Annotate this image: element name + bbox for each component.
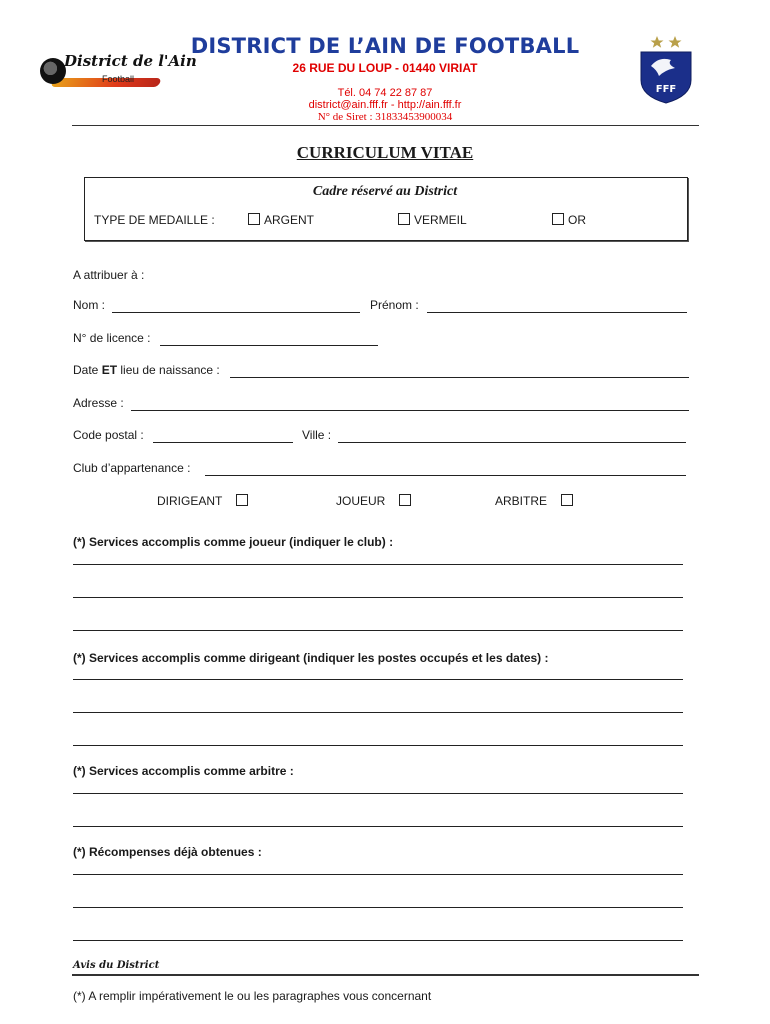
licence-field-line[interactable] (160, 345, 378, 346)
checkbox[interactable] (236, 494, 248, 506)
code-postal-field-line[interactable] (153, 442, 293, 443)
medal-option-argent[interactable]: ARGENT (248, 213, 314, 227)
football-icon (40, 58, 66, 84)
role-joueur[interactable]: JOUEUR (336, 494, 415, 508)
code-postal-label: Code postal : (73, 428, 144, 442)
answer-line[interactable] (73, 712, 683, 713)
role-dirigeant[interactable]: DIRIGEANT (157, 494, 252, 508)
club-field-line[interactable] (205, 475, 686, 476)
checkbox[interactable] (248, 213, 260, 225)
fff-logo-text: FFF (655, 84, 677, 95)
avis-divider (72, 974, 699, 976)
logo-text: District de l'Ain (64, 52, 197, 70)
licence-label: N° de licence : (73, 331, 151, 345)
logo-subtext: Football (102, 74, 135, 84)
role-arbitre[interactable]: ARBITRE (495, 494, 577, 508)
birth-field-line[interactable] (230, 377, 689, 378)
attribuer-label: A attribuer à : (73, 268, 145, 282)
reserved-title: Cadre réservé au District (312, 184, 458, 199)
fff-logo (637, 30, 695, 104)
org-email-web: district@ain.fff.fr - http://ain.fff.fr (308, 99, 462, 111)
star-icon (651, 36, 664, 48)
section-arbitre-heading: (*) Services accomplis comme arbitre : (73, 764, 294, 778)
answer-line[interactable] (73, 940, 683, 941)
club-label: Club d’appartenance : (73, 461, 191, 475)
prenom-field-line[interactable] (427, 312, 687, 313)
checkbox[interactable] (399, 494, 411, 506)
ville-field-line[interactable] (338, 442, 686, 443)
district-logo (38, 48, 197, 94)
checkbox[interactable] (561, 494, 573, 506)
medal-option-or[interactable]: OR (552, 213, 586, 227)
medal-type-label: TYPE DE MEDAILLE : (94, 213, 215, 227)
answer-line[interactable] (73, 874, 683, 875)
ville-label: Ville : (302, 428, 332, 442)
medal-option-vermeil[interactable]: VERMEIL (398, 213, 467, 227)
checkbox[interactable] (552, 213, 564, 225)
birth-label: Date ET lieu de naissance : (73, 363, 220, 377)
org-name: DISTRICT DE L’AIN DE FOOTBALL (190, 34, 580, 58)
org-address: 26 RUE DU LOUP - 01440 VIRIAT (292, 61, 478, 75)
answer-line[interactable] (73, 793, 683, 794)
answer-line[interactable] (73, 597, 683, 598)
section-joueur-heading: (*) Services accomplis comme joueur (indiquer le club) : (73, 535, 394, 549)
adresse-field-line[interactable] (131, 410, 689, 411)
header-divider (72, 125, 699, 126)
nom-label: Nom : (73, 298, 106, 312)
footnote: (*) A remplir impérativement le ou les paragraphes vous concernant (73, 989, 432, 1003)
checkbox[interactable] (398, 213, 410, 225)
org-siret: N° de Siret : 31833453900034 (317, 111, 453, 123)
adresse-label: Adresse : (73, 396, 124, 410)
document-title: CURRICULUM VITAE (296, 143, 474, 162)
avis-district-label: Avis du District (73, 960, 160, 971)
answer-line[interactable] (73, 564, 683, 565)
answer-line[interactable] (73, 679, 683, 680)
prenom-label: Prénom : (370, 298, 419, 312)
answer-line[interactable] (73, 826, 683, 827)
org-phone: Tél. 04 74 22 87 87 (337, 87, 433, 99)
nom-field-line[interactable] (112, 312, 360, 313)
answer-line[interactable] (73, 745, 683, 746)
section-recompenses-heading: (*) Récompenses déjà obtenues : (73, 845, 262, 859)
star-icon (669, 36, 682, 48)
section-dirigeant-heading: (*) Services accomplis comme dirigeant (indiquer les postes occupés et les dates) : (73, 651, 549, 665)
answer-line[interactable] (73, 630, 683, 631)
answer-line[interactable] (73, 907, 683, 908)
